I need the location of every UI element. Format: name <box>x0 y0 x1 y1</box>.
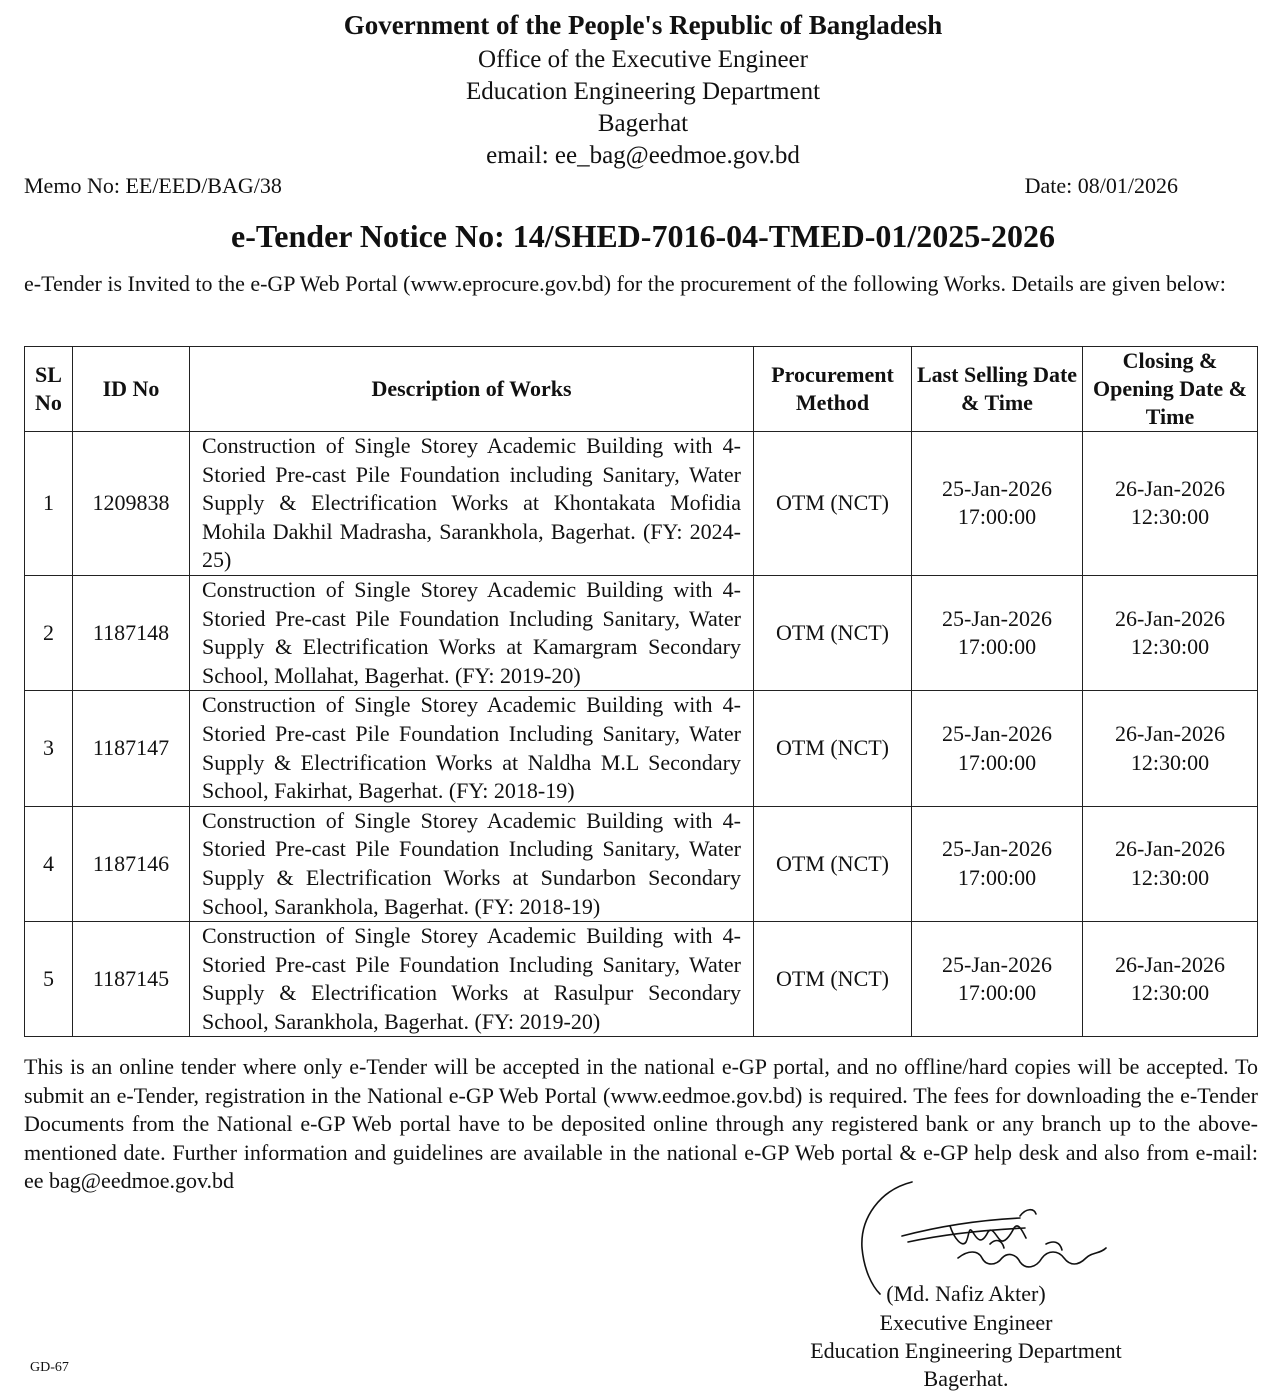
closing-date: 26-Jan-2026 <box>1115 951 1225 977</box>
selling-date: 25-Jan-2026 <box>942 951 1052 977</box>
selling-date: 25-Jan-2026 <box>942 605 1052 631</box>
header-description: Description of Works <box>190 347 754 432</box>
memo-number: Memo No: EE/EED/BAG/38 <box>24 173 282 198</box>
cell-description: Construction of Single Storey Academic Building with 4-Storied Pre-cast Pile Foundation Including Sanitary, Water Supply & Electrification Works at Rasulpur Secondary School, Sarankhola, Bagerhat. (FY: 2019-20) <box>190 922 754 1037</box>
handwritten-signature <box>850 1178 1120 1298</box>
cell-selling <box>912 691 1083 806</box>
cell-method: OTM (NCT) <box>754 806 912 921</box>
header-method: Procurement Method <box>754 347 912 432</box>
cell-closing <box>1083 806 1258 921</box>
header-id: ID No <box>73 347 190 432</box>
cell-sl: 3 <box>25 691 73 806</box>
cell-sl: 2 <box>25 575 73 690</box>
cell-sl: 4 <box>25 806 73 921</box>
table-row <box>25 575 1258 690</box>
selling-time: 17:00:00 <box>957 634 1037 660</box>
closing-date: 26-Jan-2026 <box>1115 720 1225 746</box>
notice-title: e-Tender Notice No: 14/SHED-7016-04-TMED-01/2025-2026 <box>231 218 1055 254</box>
tender-table <box>24 346 1258 1037</box>
document-code: GD-67 <box>30 1360 69 1375</box>
cell-id: 1187145 <box>73 922 190 1037</box>
signatory-title: Executive Engineer <box>879 1310 1053 1335</box>
cell-closing <box>1083 432 1258 576</box>
government-heading: Government of the People's Republic of Bangladesh <box>343 10 943 40</box>
selling-time: 17:00:00 <box>957 504 1037 530</box>
cell-id: 1187147 <box>73 691 190 806</box>
closing-time: 12:30:00 <box>1130 864 1210 890</box>
cell-selling <box>912 806 1083 921</box>
cell-closing <box>1083 922 1258 1037</box>
closing-time: 12:30:00 <box>1130 504 1210 530</box>
signatory-city: Bagerhat. <box>923 1366 1009 1391</box>
selling-date: 25-Jan-2026 <box>942 475 1052 501</box>
selling-time: 17:00:00 <box>957 864 1037 890</box>
cell-description: Construction of Single Storey Academic Building with 4-Storied Pre-cast Pile Foundation including Sanitary, Water Supply & Electrification Works at Khontakata Mofidia Mohila Dakhil Madrasha, Sarankhola, Bagerhat. (FY: 2024-25) <box>190 432 754 576</box>
cell-sl: 5 <box>25 922 73 1037</box>
intro-paragraph: e-Tender is Invited to the e-GP Web Portal (www.eprocure.gov.bd) for the procurement of the following Works. Details are given below: <box>24 271 1226 296</box>
closing-time: 12:30:00 <box>1130 749 1210 775</box>
cell-selling <box>912 575 1083 690</box>
cell-description: Construction of Single Storey Academic Building with 4-Storied Pre-cast Pile Foundation Including Sanitary, Water Supply & Electrification Works at Naldha M.L Secondary School, Fakirhat, Bagerhat. (FY: 2018-19) <box>190 691 754 806</box>
notice-date: Date: 08/01/2026 <box>1024 173 1178 198</box>
department-name: Education Engineering Department <box>465 78 821 105</box>
cell-closing <box>1083 691 1258 806</box>
cell-description: Construction of Single Storey Academic Building with 4-Storied Pre-cast Pile Foundation Including Sanitary, Water Supply & Electrification Works at Sundarbon Secondary School, Sarankhola, Bagerhat. (FY: 2018-19) <box>190 806 754 921</box>
selling-date: 25-Jan-2026 <box>942 836 1052 862</box>
signatory-name: (Md. Nafiz Akter) <box>886 1281 1046 1306</box>
table-row <box>25 806 1258 921</box>
closing-date: 26-Jan-2026 <box>1115 836 1225 862</box>
cell-id: 1187148 <box>73 575 190 690</box>
header-closing: Closing & Opening Date & Time <box>1083 347 1258 432</box>
table-header-row <box>25 347 1258 432</box>
office-name: Office of the Executive Engineer <box>478 46 808 73</box>
cell-sl: 1 <box>25 432 73 576</box>
header-sl: SL No <box>25 347 73 432</box>
closing-date: 26-Jan-2026 <box>1115 605 1225 631</box>
selling-time: 17:00:00 <box>957 749 1037 775</box>
table-row <box>25 922 1258 1037</box>
closing-date: 26-Jan-2026 <box>1115 475 1225 501</box>
cell-method: OTM (NCT) <box>754 432 912 576</box>
cell-id: 1187146 <box>73 806 190 921</box>
closing-time: 12:30:00 <box>1130 634 1210 660</box>
selling-time: 17:00:00 <box>957 980 1037 1006</box>
table-row <box>25 432 1258 576</box>
closing-time: 12:30:00 <box>1130 980 1210 1006</box>
selling-date: 25-Jan-2026 <box>942 720 1052 746</box>
header-selling: Last Selling Date & Time <box>912 347 1083 432</box>
signatory-department: Education Engineering Department <box>810 1338 1122 1363</box>
city-name: Bagerhat <box>597 110 689 137</box>
footer-paragraph: This is an online tender where only e-Tender will be accepted in the national e-GP portal, and no offline/hard copies will be accepted. To submit an e-Tender, registration in the National e-GP Web Portal (www.eedmoe.gov.bd) is required. The fees for downloading the e-Tender Documents from the National e-GP Web portal have to be deposited online through any registered bank or any branch up to the above-mentioned date. Further information and guidelines are available in the national e-GP Web portal & e-GP help desk and also from e-mail: ee bag@eedmoe.gov.bd <box>24 1054 1258 1193</box>
cell-closing <box>1083 575 1258 690</box>
cell-selling <box>912 432 1083 576</box>
cell-selling <box>912 922 1083 1037</box>
cell-id: 1209838 <box>73 432 190 576</box>
cell-method: OTM (NCT) <box>754 691 912 806</box>
office-email: email: ee_bag@eedmoe.gov.bd <box>486 142 800 169</box>
cell-method: OTM (NCT) <box>754 922 912 1037</box>
cell-description: Construction of Single Storey Academic Building with 4-Storied Pre-cast Pile Foundation Including Sanitary, Water Supply & Electrification Works at Kamargram Secondary School, Mollahat, Bagerhat. (FY: 2019-20) <box>190 575 754 690</box>
table-row <box>25 691 1258 806</box>
cell-method: OTM (NCT) <box>754 575 912 690</box>
